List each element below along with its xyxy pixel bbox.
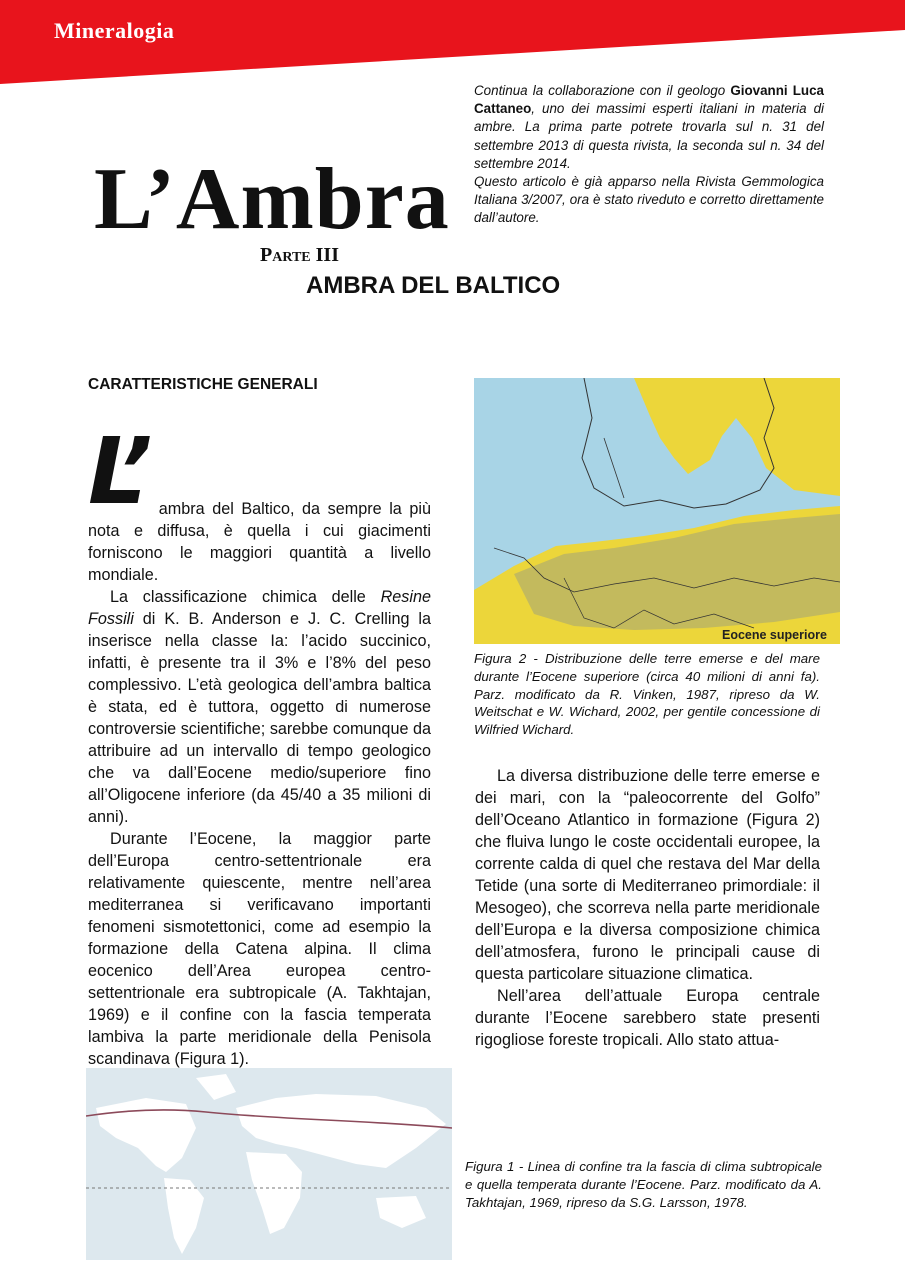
intro-note: Questo articolo è già apparso nella Rivista Gemmologica Italiana 3/2007, ora è stato riveduto e corretto direttamente dall’autore. xyxy=(474,174,824,226)
right-paragraph-1: La diversa distribuzione delle terre emerse e dei mari, con la “paleocorrente del Golfo” dell’Oceano Atlantico in formazione (Figura 2) che fluiva lungo le coste occidentali europee, la corrente calda di quel che restava del Mar della Tetide (una sorte di Mediterraneo primordiale: il Mesogeo), che scorreva nella parte meridionale dell’Europa e la diversa composizione chimica dell’atmosfera, furono le principali cause di questa particolare situazione climatica. xyxy=(475,767,820,983)
p2-a: La classificazione chimica delle xyxy=(110,588,381,606)
right-column xyxy=(475,765,820,1051)
article-part xyxy=(260,244,339,267)
article-title: L’Ambra xyxy=(94,151,450,248)
header-banner xyxy=(0,0,905,90)
article-part-text: Parte III xyxy=(260,244,339,266)
right-paragraph-2: Nell’area dell’attuale Europa centrale durante l’Eocene sarebbero state presenti rigogliose foreste tropicali. Allo stato attua- xyxy=(475,987,820,1049)
figure-2-caption: Figura 2 - Distribuzione delle terre emerse e del mare durante l’Eocene superiore (circa 40 milioni di anni fa). Parz. modificato da R. Vinken, 1987, ripreso da W. Weitschat e W. Wichard, 2002, per gentile concessione di Wilfried Wichard. xyxy=(474,651,820,738)
intro-pre: Continua la collaborazione con il geologo xyxy=(474,83,731,98)
drop-cap: L’ xyxy=(88,418,147,525)
intro-text xyxy=(474,82,824,228)
p2-em: Resine Fossili xyxy=(88,588,431,628)
section-title: Mineralogia xyxy=(54,18,175,43)
paragraph-3: Durante l’Eocene, la maggior parte dell’Europa centro-settentrionale era relativamente quiescente, mentre nell’area mediterranea si verificavano importanti fenomeni sismotettonici, come ad esempio la formazione della Catena alpina. Il clima eocenico dell’Area europea centro-settentrionale era subtropicale (A. Takhtajan, 1969) e il confine con la fascia temperata lambiva la parte meridionale della Penisola scandinava (Figura 1). xyxy=(88,830,431,1068)
paragraph-1-text: ambra del Baltico, da sempre la più nota e diffusa, è quella i cui giacimenti forniscono le maggiori quantità a livello mondiale. xyxy=(88,500,431,584)
figure-1-map xyxy=(86,1068,452,1260)
section-heading: CARATTERISTICHE GENERALI xyxy=(88,376,318,393)
p2-b: di K. B. Anderson e J. C. Crelling la inserisce nella classe Ia: l’acido succinico, infatti, è presente tra il 3% e l’8% del peso complessivo. L’età geologica dell’ambra baltica è stata, ed è tuttora, oggetto di numerose controversie scientifiche; sarebbe comunque da attribuire ad un intervallo di tempo geologico che va dall’Eocene medio/superiore fino all’Oligocene inferiore (da 45/40 a 35 milioni di anni). xyxy=(88,610,431,826)
paragraph-2 xyxy=(88,586,431,828)
figure-2-label: Eocene superiore xyxy=(722,628,827,642)
intro-author: Giovanni Luca Cattaneo xyxy=(474,83,824,117)
figure-1-caption: Figura 1 - Linea di confine tra la fascia di clima subtropicale e quella temperata durante l’Eocene. Parz. modificato da A. Takhtajan, 1969, ripreso da S.G. Larsson, 1978. xyxy=(465,1159,822,1210)
figure-2-map xyxy=(474,378,840,644)
intro-post: , uno dei massimi esperti italiani in materia di ambre. La prima parte potrete trovarla sul n. 31 del settembre 2013 di questa rivista, la seconda sul n. 34 del settembre 2014. xyxy=(474,101,824,171)
article-subtitle: AMBRA DEL BALTICO xyxy=(306,272,561,299)
left-column xyxy=(88,374,431,1070)
